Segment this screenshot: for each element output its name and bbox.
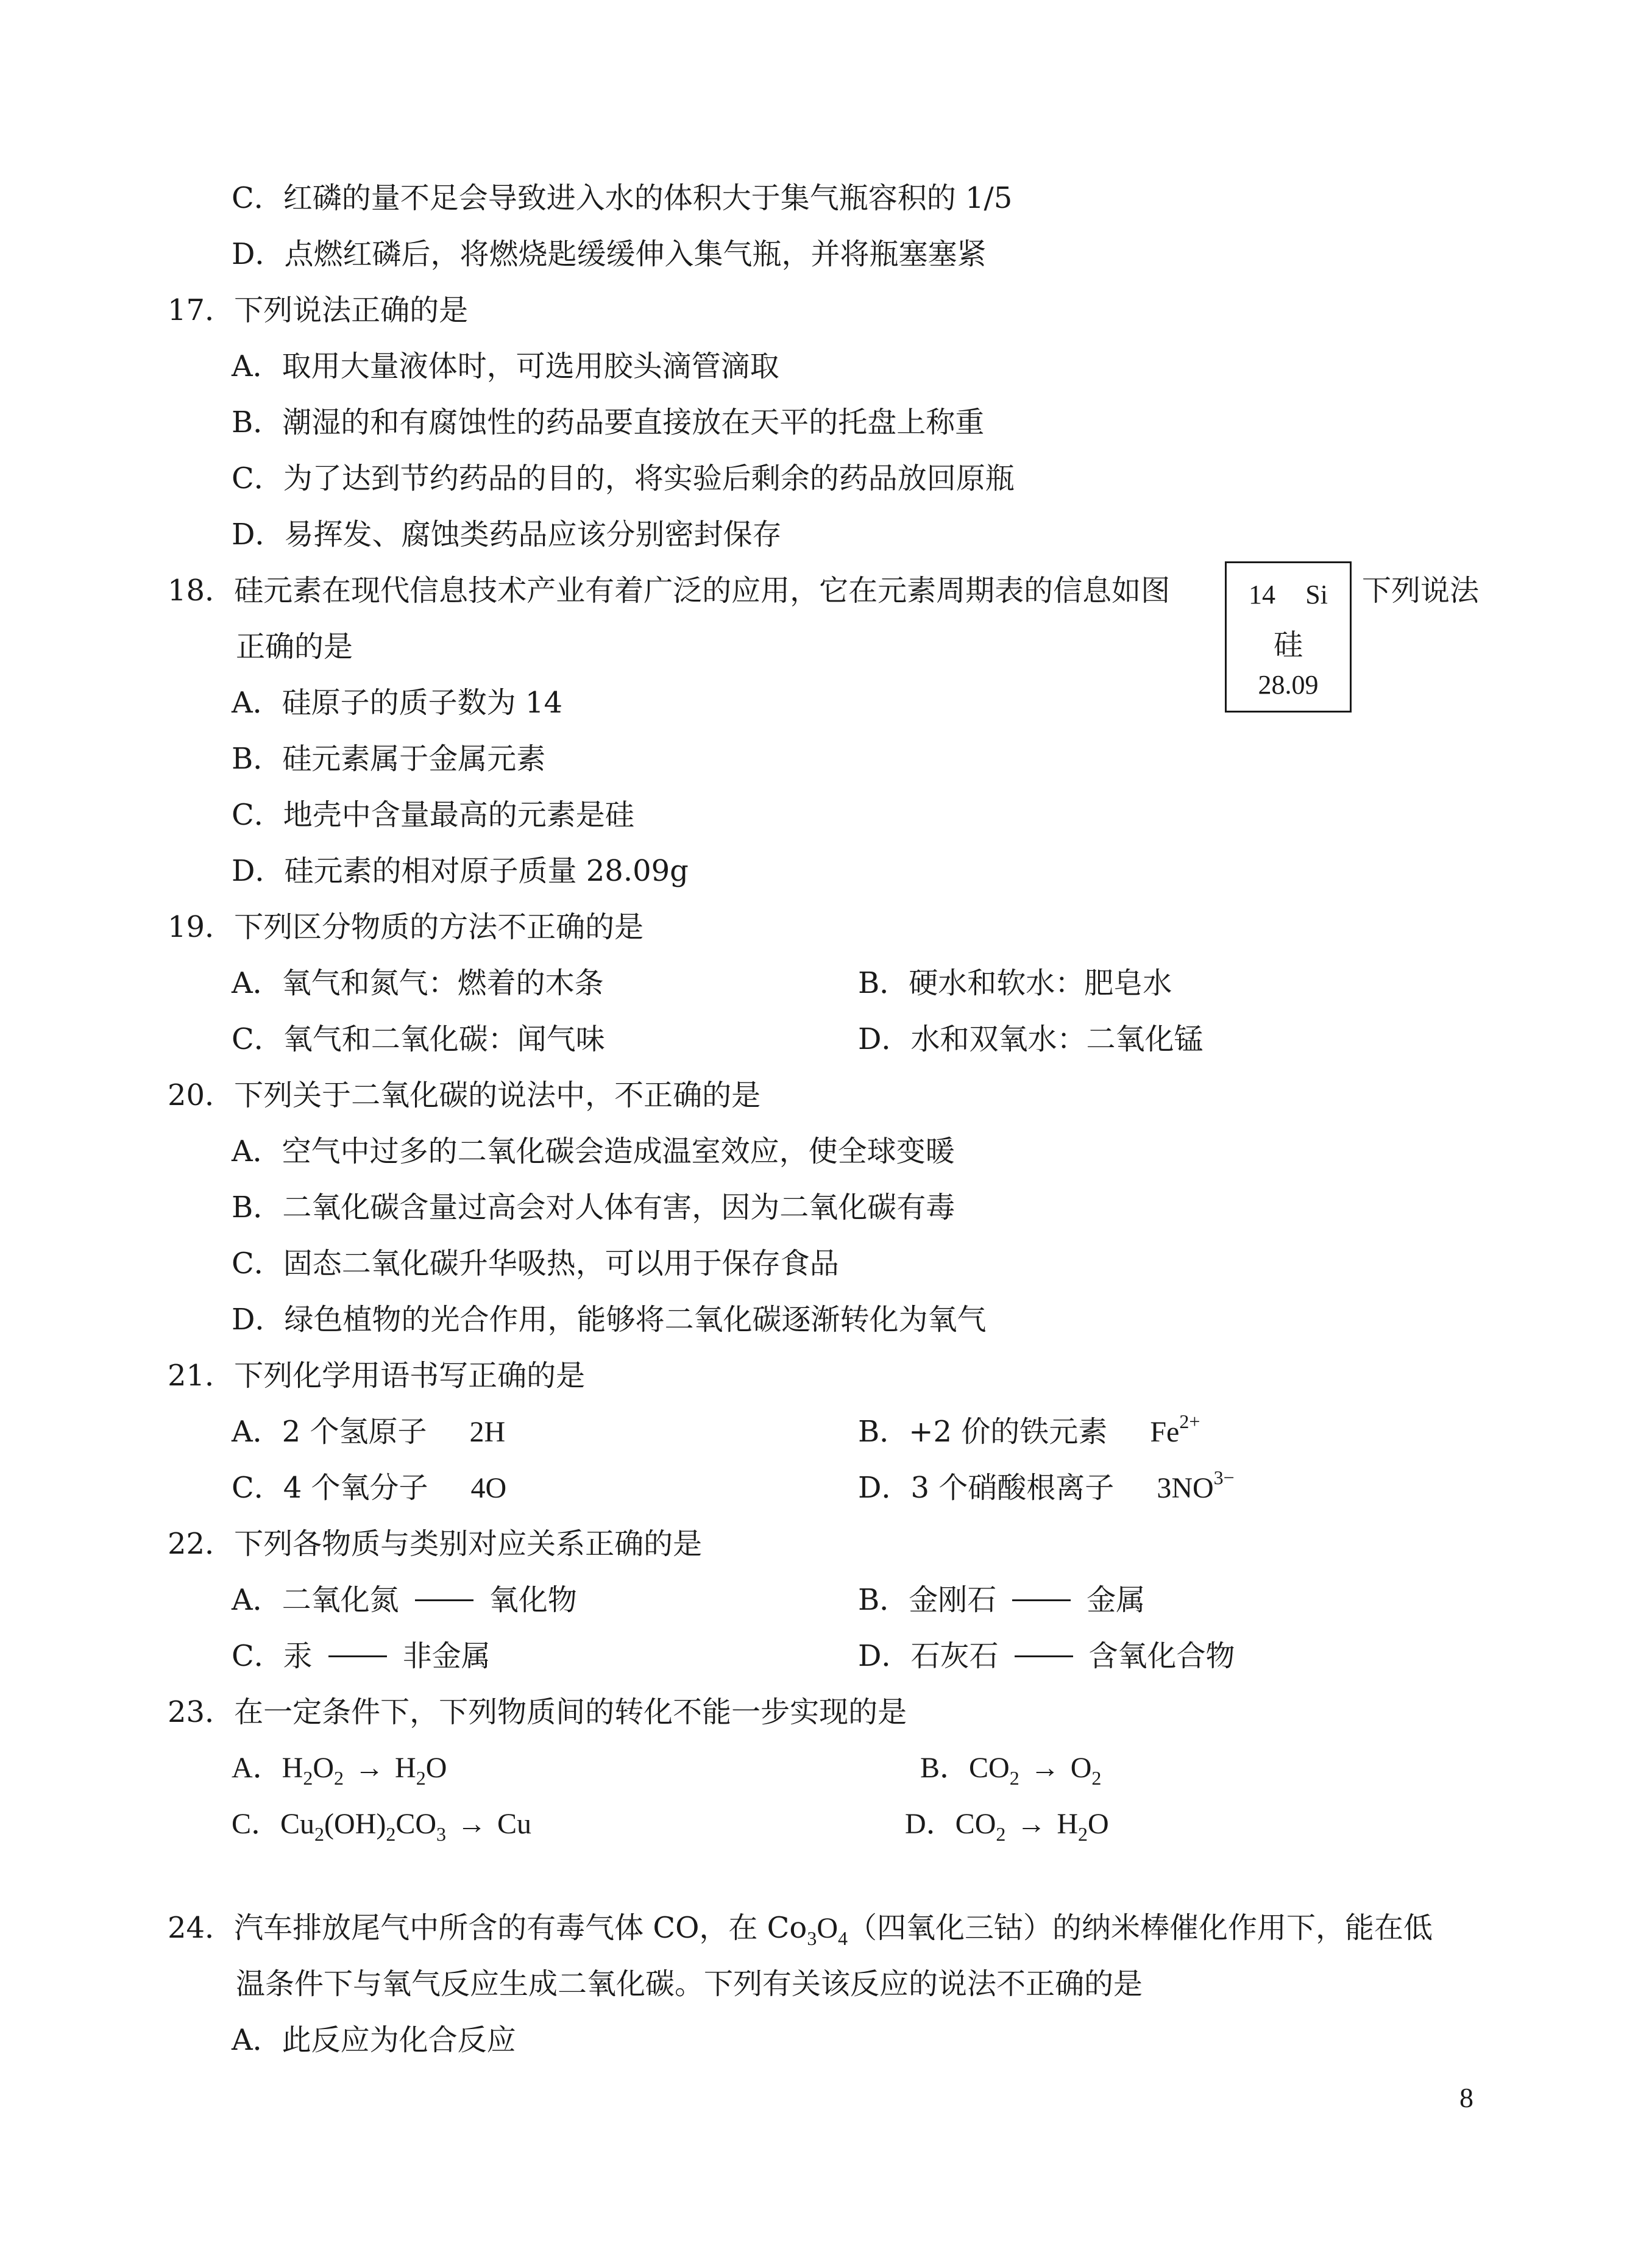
q16-option-c: C．红磷的量不足会导致进入水的体积大于集气瓶容积的 1/5 [232, 181, 1013, 215]
subscript: 2 [303, 1767, 313, 1789]
q21-a-label: A． [232, 1415, 282, 1449]
q22-c-label: C． [232, 1639, 283, 1673]
q22-b-right: 金属 [1087, 1583, 1146, 1617]
o-symbol: O [1070, 1752, 1092, 1784]
q24-stem-part1: 24．汽车排放尾气中所含的有毒气体 CO，在 Co [168, 1911, 807, 1945]
co-symbol: CO [395, 1808, 437, 1840]
q18-stem-line1: 18．硅元素在现代信息技术产业有着广泛的应用，它在元素周期表的信息如图 [168, 574, 1171, 608]
q23-option-c [232, 1806, 531, 1843]
q19-option-a: A．氧气和氮气：燃着的木条 [232, 966, 604, 1000]
q22-option-a [232, 1582, 577, 1618]
q21-a-text: 2 个氢原子 [282, 1415, 427, 1449]
subscript: 2 [314, 1823, 325, 1845]
q21-option-d [858, 1466, 1235, 1507]
q16-option-d: D．点燃红磷后，将燃烧匙缓缓伸入集气瓶，并将瓶塞塞紧 [232, 237, 987, 271]
o-symbol: O [313, 1752, 335, 1784]
q21-d-formula: 3NO [1157, 1472, 1214, 1504]
cu-symbol: Cu [280, 1808, 315, 1840]
subscript: 3 [436, 1823, 447, 1845]
h-symbol: H [1057, 1808, 1079, 1840]
o-symbol: O [1088, 1808, 1109, 1840]
subscript: 2 [1009, 1767, 1019, 1789]
q18-stem-line1-end: 下列说法 [1362, 574, 1480, 608]
q18-option-a: A．硅原子的质子数为 14 [232, 686, 563, 720]
q21-b-charge: 2+ [1179, 1410, 1200, 1432]
dash-line [1015, 1655, 1073, 1657]
cu-symbol: Cu [497, 1808, 532, 1840]
q21-c-label: C． [232, 1471, 283, 1505]
q22-option-c [232, 1638, 491, 1674]
q20-stem: 20．下列关于二氧化碳的说法中，不正确的是 [168, 1078, 761, 1112]
q17-option-d: D．易挥发、腐蚀类药品应该分别密封保存 [232, 517, 782, 552]
element-symbol: Si [1305, 580, 1328, 610]
subscript: 2 [386, 1823, 396, 1845]
q18-option-b: B．硅元素属于金属元素 [232, 742, 546, 776]
q22-c-left: 汞 [283, 1639, 313, 1673]
q23-d-label: D． [905, 1808, 956, 1840]
q21-a-formula: 2H [469, 1416, 506, 1448]
q23-stem: 23．在一定条件下，下列物质间的转化不能一步实现的是 [168, 1695, 907, 1729]
q21-d-text: 3 个硝酸根离子 [910, 1471, 1115, 1505]
q19-option-c: C．氧气和二氧化碳：闻气味 [232, 1022, 605, 1056]
subscript: 3 [807, 1927, 817, 1949]
q22-a-label: A． [232, 1583, 282, 1617]
h-symbol: H [282, 1752, 303, 1784]
q20-option-b: B．二氧化碳含量过高会对人体有害，因为二氧化碳有毒 [232, 1190, 956, 1225]
subscript: 2 [1091, 1767, 1102, 1789]
q24-option-a: A．此反应为化合反应 [232, 2023, 516, 2057]
arrow-icon: → [1016, 1808, 1046, 1840]
q24-stem-line2: 温条件下与氧气反应生成二氧化碳。下列有关该反应的说法不正确的是 [236, 1967, 1143, 2001]
q22-stem: 22．下列各物质与类别对应关系正确的是 [168, 1527, 703, 1561]
q19-option-d: D．水和双氧水：二氧化锰 [858, 1022, 1204, 1056]
q21-c-text: 4 个氧分子 [283, 1471, 428, 1505]
subscript: 4 [837, 1927, 848, 1949]
q21-option-c [232, 1470, 506, 1507]
co-symbol: CO [969, 1752, 1010, 1784]
q18-stem-line2: 正确的是 [236, 630, 353, 664]
periodic-table-cell [1225, 561, 1352, 713]
q20-option-a: A．空气中过多的二氧化碳会造成温室效应，使全球变暖 [232, 1134, 955, 1168]
element-name: 硅 [1273, 628, 1303, 662]
q21-d-label: D． [858, 1471, 911, 1505]
q22-d-left: 石灰石 [910, 1639, 999, 1673]
subscript: 2 [1078, 1823, 1088, 1845]
q22-option-b [858, 1582, 1145, 1618]
arrow-icon: → [457, 1808, 487, 1840]
q17-option-c: C．为了达到节约药品的目的，将实验后剩余的药品放回原瓶 [232, 461, 1015, 496]
q22-b-label: B． [858, 1583, 909, 1617]
q22-option-d [858, 1638, 1235, 1674]
q18-option-d: D．硅元素的相对原子质量 28.09g [232, 854, 689, 888]
q23-option-d [905, 1806, 1109, 1843]
q18-option-c: C．地壳中含量最高的元素是硅 [232, 798, 634, 832]
element-atomic-mass: 28.09 [1258, 670, 1319, 700]
q23-c-label: C． [232, 1808, 281, 1840]
o-symbol: O [817, 1912, 838, 1944]
q21-stem: 21．下列化学用语书写正确的是 [168, 1359, 586, 1393]
q24-stem-part2: （四氧化三钴）的纳米棒催化作用下，能在低 [847, 1911, 1433, 1945]
dash-line [415, 1599, 473, 1601]
q21-option-b [858, 1410, 1200, 1451]
oh-group: (OH) [324, 1808, 386, 1840]
subscript: 2 [416, 1767, 426, 1789]
q22-b-left: 金刚石 [909, 1583, 997, 1617]
q23-a-label: A． [232, 1752, 282, 1784]
page-number: 8 [1459, 2082, 1473, 2113]
q21-b-formula: Fe [1150, 1416, 1180, 1448]
q20-option-c: C．固态二氧化碳升华吸热，可以用于保存食品 [232, 1246, 839, 1281]
arrow-icon: → [355, 1752, 385, 1784]
subscript: 2 [996, 1823, 1006, 1845]
q23-option-a [232, 1750, 447, 1789]
co-symbol: CO [955, 1808, 996, 1840]
arrow-icon: → [1030, 1752, 1060, 1784]
dash-line [1012, 1599, 1071, 1601]
q17-option-a: A．取用大量液体时，可选用胶头滴管滴取 [232, 349, 779, 383]
q22-d-right: 含氧化合物 [1088, 1639, 1235, 1673]
element-atomic-number: 14 [1249, 580, 1275, 610]
q21-option-a [232, 1413, 505, 1451]
q21-b-text: +2 价的铁元素 [909, 1415, 1108, 1449]
o-symbol: O [425, 1752, 447, 1784]
q22-a-right: 氧化物 [489, 1583, 577, 1617]
h-symbol: H [395, 1752, 416, 1784]
subscript: 2 [334, 1767, 344, 1789]
q22-c-right: 非金属 [402, 1639, 491, 1673]
q23-option-b [920, 1750, 1102, 1789]
q21-d-charge: 3− [1213, 1466, 1235, 1488]
q17-option-b: B．潮湿的和有腐蚀性的药品要直接放在天平的托盘上称重 [232, 405, 985, 439]
q22-a-left: 二氧化氮 [282, 1583, 399, 1617]
q21-b-label: B． [858, 1415, 909, 1449]
dash-line [328, 1655, 387, 1657]
q17-stem: 17．下列说法正确的是 [168, 293, 469, 327]
q19-option-b: B．硬水和软水：肥皂水 [858, 966, 1172, 1000]
q23-b-label: B． [920, 1752, 970, 1784]
q22-d-label: D． [858, 1639, 911, 1673]
q21-c-formula: 4O [470, 1472, 507, 1504]
q24-stem-line1 [168, 1910, 1433, 1947]
q19-stem: 19．下列区分物质的方法不正确的是 [168, 910, 644, 944]
q20-option-d: D．绿色植物的光合作用，能够将二氧化碳逐渐转化为氧气 [232, 1303, 987, 1337]
